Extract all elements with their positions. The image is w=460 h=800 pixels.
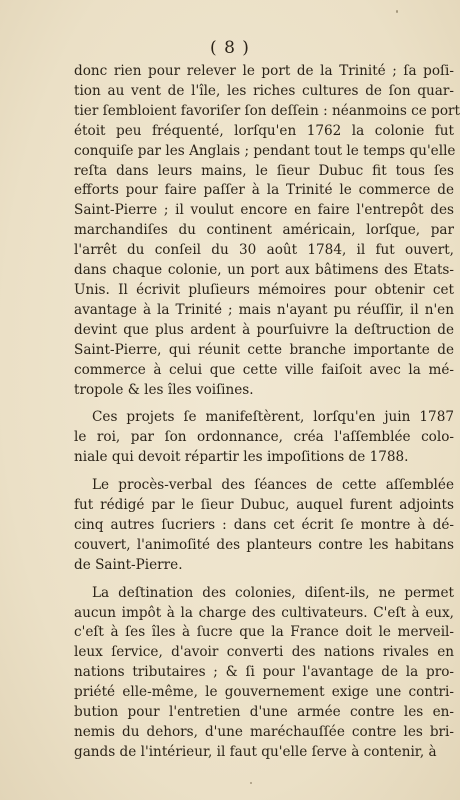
text-line: devint que plus ardent à pourſuivre la deſtruction de (74, 321, 454, 338)
text-line: dans chaque colonie, un port aux bâtimens des Etats- (74, 262, 454, 279)
text-line: c'eſt à ſes îles à ſucre que la France doit le merveil- (74, 624, 454, 641)
text-line: bution pour l'entretien d'une armée contre les en- (74, 704, 454, 721)
text-line: Saint-Pierre ; il voulut encore en faire l'entrepôt des (74, 202, 454, 219)
text-line: marchandiſes du continent américain, lorſque, par (74, 222, 454, 239)
paragraph (74, 584, 454, 763)
text-line: conquiſe par les Anglais ; pendant tout le temps qu'elle (74, 142, 456, 159)
paragraph (74, 62, 460, 400)
text-line: gands de l'intérieur, il faut qu'elle ſerve à contenir, à (74, 743, 437, 760)
paper-speck (396, 10, 398, 13)
text-line: aucun impôt à la charge des cultivateurs. C'eſt à eux, (74, 604, 454, 621)
text-line: La deſtination des colonies, diſent-ils, ne permet (92, 584, 454, 601)
text-line: leux ſervice, d'avoir converti des nations rivales en (74, 644, 454, 661)
text-line: tion au vent de l'île, les riches cultures de ſon quar- (74, 82, 454, 99)
text-line: Ces projets ſe manifeſtèrent, lorſqu'en juin 1787 (92, 409, 454, 426)
text-line: nemis du dehors, d'une maréchauſſée contre les bri- (74, 724, 454, 740)
text-line: donc rien pour relever le port de la Trinité ; ſa poſi- (74, 63, 454, 79)
text-line: étoit peu fréquenté, lorſqu'en 1762 la colonie fut (74, 122, 454, 139)
text-line: efforts pour faire paſſer à la Trinité le commerce de (74, 182, 454, 199)
text-line: fut rédigé par le ſieur Dubuc, auquel furent adjoints (74, 497, 454, 514)
text-line: Saint-Pierre, qui réunit cette branche importante de (74, 341, 454, 358)
body-text (74, 62, 460, 763)
text-line: nations tributaires ; & ſi pour l'avantage de la pro- (74, 664, 454, 681)
text-line: niale qui devoit répartir les impoſitions de 1788. (74, 449, 409, 466)
paper-speck (250, 782, 252, 784)
text-line: Le procès-verbal des ſéances de cette aſſemblée (92, 477, 454, 494)
text-line: de Saint-Pierre. (74, 556, 183, 573)
text-line: le roi, par ſon ordonnance, créa l'aſſemblée colo- (74, 429, 454, 446)
text-line: tropole & les îles voiſines. (74, 381, 254, 398)
paragraph (74, 476, 454, 576)
paragraph (74, 408, 454, 468)
text-line: l'arrêt du conſeil du 30 août 1784, il fut ouvert, (74, 242, 454, 259)
text-line: Unis. Il écrivit pluſieurs mémoires pour obtenir cet (74, 281, 454, 298)
text-line: commerce à celui que cette ville faiſoit avec la mé- (74, 361, 454, 378)
text-line: reſta dans leurs mains, le ſieur Dubuc fit tous ſes (74, 162, 454, 179)
text-line: cinq autres ſucriers : dans cet écrit ſe montre à dé- (74, 516, 454, 533)
text-line: tier ſembloient favoriſer ſon deſſein : néanmoins ce port (74, 102, 460, 119)
text-line: avantage à la Trinité ; mais n'ayant pu réuſſir, il n'en (74, 301, 454, 318)
text-line: couvert, l'animoſité des planteurs contre les habitans (74, 536, 454, 553)
page-number: ( 8 ) (210, 38, 250, 58)
text-line: priété elle-même, le gouvernement exige une contri- (74, 684, 454, 701)
